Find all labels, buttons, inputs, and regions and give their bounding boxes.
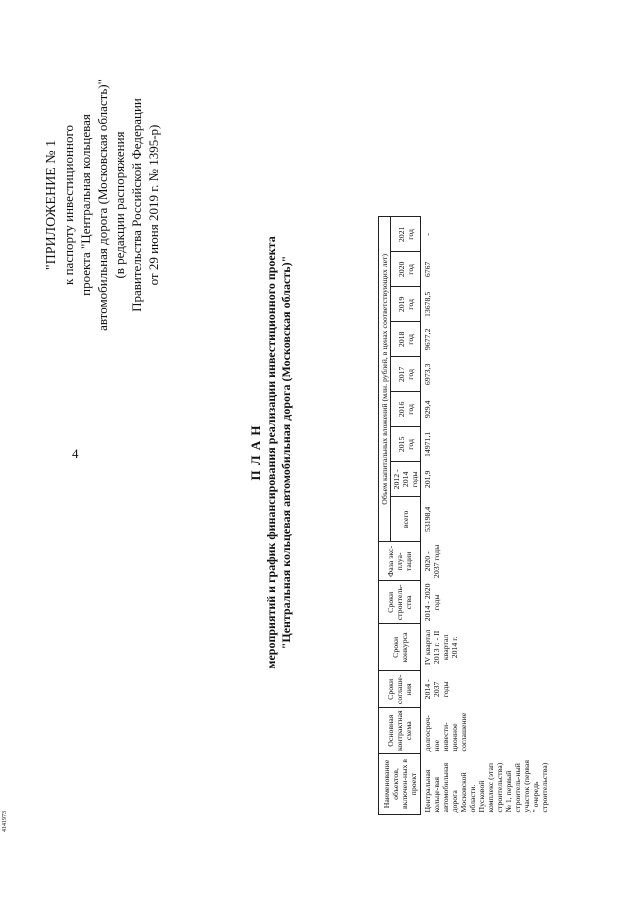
header-investment-group: Объем капитальных вложений (млн. рублей, в ценах соответствующих лет) xyxy=(379,217,391,542)
header-year: 2020 год xyxy=(391,252,421,287)
cell-year-value: 9677,2 xyxy=(423,328,432,351)
cell-phase: 2020 - 2037 годы xyxy=(423,544,441,579)
cell-year-value: 6767 xyxy=(423,261,432,278)
plan-title: П Л А Н xyxy=(248,424,263,481)
appendix-line: от 29 июня 2019 г. № 1395-р) xyxy=(146,124,161,286)
cell-year-value: 201,9 xyxy=(423,470,432,489)
header-agreement: Сроки соглаше-ния xyxy=(379,671,421,708)
header-year: 2016 год xyxy=(391,392,421,427)
header-year: 2015 год xyxy=(391,427,421,462)
cell-total: 53198,4 xyxy=(423,506,432,533)
cell-construction: 2014 - 2020 годы xyxy=(423,583,441,622)
cell-year-value: - xyxy=(423,233,432,236)
cell-agreement: 2014 - 2037 годы xyxy=(423,679,450,700)
appendix-line: Правительства Российской Федерации xyxy=(129,98,144,312)
cell-year-value: 6973,3 xyxy=(423,363,432,386)
cell-year-value: 929,4 xyxy=(423,400,432,419)
header-scheme: Основная контрактная схема xyxy=(379,708,421,754)
header-phase: Фаза экс-плуа-тации xyxy=(379,542,421,581)
document-id: 4141973 xyxy=(2,811,8,832)
header-construction: Сроки строитель-ства xyxy=(379,581,421,624)
page-number: 4 xyxy=(72,446,79,461)
header-object: Наименование объектов, включен-ных в проект xyxy=(379,754,421,815)
header-year: 2012 - 2014 годы xyxy=(391,462,421,497)
appendix-line: (в редакции распоряжения xyxy=(112,131,127,279)
cell-contest: IV квартал 2013 г. - II квартал 2014 г. xyxy=(423,629,459,666)
header-year: 2018 год xyxy=(391,322,421,357)
header-year: 2019 год xyxy=(391,287,421,322)
header-contest: Сроки конкурса xyxy=(379,624,421,671)
plan-subtitle: мероприятий и график финансирования реализации инвестиционного проекта xyxy=(264,236,278,669)
header-year: 2021 год xyxy=(391,217,421,252)
cell-object: Центральная кольце-вая автомобильная дорога Московской области. Пусковой комплекс (этап строительства) № 1, первый строитель-ный участок (первая " очередь строительства) xyxy=(423,760,549,813)
cell-year-value: 13678,5 xyxy=(423,291,432,318)
financing-table xyxy=(378,216,551,815)
appendix-title: "ПРИЛОЖЕНИЕ № 1 xyxy=(44,139,59,271)
appendix-block xyxy=(43,35,162,375)
appendix-line: к паспорту инвестиционного xyxy=(61,125,76,285)
header-total: всего xyxy=(391,497,421,542)
plan-heading xyxy=(248,0,294,905)
header-year: 2017 год xyxy=(391,357,421,392)
table-row xyxy=(421,217,552,815)
appendix-line: автомобильная дорога (Московская область)" xyxy=(95,79,110,331)
table-header-row xyxy=(379,217,391,815)
cell-scheme: долгосроч-ное инвести-ционное соглашение xyxy=(423,712,468,752)
appendix-line: проекта "Центральная кольцевая xyxy=(78,114,93,296)
plan-project-name: "Центральная кольцевая автомобильная дорога (Московская область)" xyxy=(279,255,293,650)
cell-year-value: 14971,1 xyxy=(423,431,432,458)
